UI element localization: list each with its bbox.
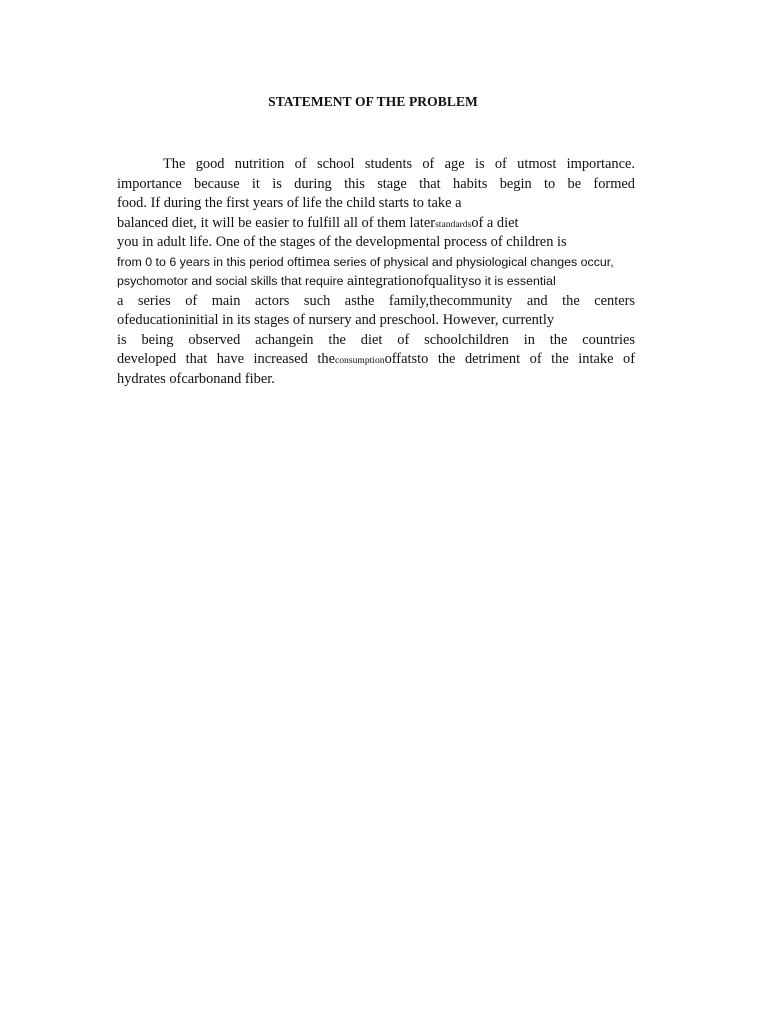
text-run-small: psychomotor and social skills that require a xyxy=(117,274,354,288)
text-line-3 xyxy=(117,194,635,214)
text-line-7 xyxy=(117,272,635,292)
text-run: fats xyxy=(396,351,418,367)
text-line-10 xyxy=(117,331,635,351)
document-title: STATEMENT OF THE PROBLEM xyxy=(268,94,478,109)
text-line-6 xyxy=(117,253,635,273)
text-run: of xyxy=(117,312,129,328)
text-run-small: standards xyxy=(435,218,472,230)
text-run-small: consumption xyxy=(334,355,385,366)
text-run: initial in its stages of nursery and preschool. However, currently xyxy=(184,312,555,328)
text-run: quality xyxy=(428,273,469,289)
text-run: a series of main actors such as xyxy=(117,292,357,309)
text-run: integration xyxy=(353,273,417,289)
text-run: of a diet xyxy=(471,214,519,231)
text-run: in the diet of schoolchildren in the countries xyxy=(302,331,635,348)
text-line-11 xyxy=(117,350,635,370)
document-body xyxy=(117,155,635,389)
text-run: a series of physical and physiological changes occur, xyxy=(323,254,614,269)
text-run: so it is essential xyxy=(468,274,556,288)
text-run: of xyxy=(416,273,429,289)
text-line-4 xyxy=(117,214,635,234)
text-run: you in adult life. One of the stages of the developmental process of children is xyxy=(117,234,567,250)
text-line-12 xyxy=(117,370,635,390)
text-line-2 xyxy=(117,175,635,195)
text-run: developed that have increased the xyxy=(117,351,335,367)
text-run: to the detriment of the intake of xyxy=(417,351,635,367)
text-run: food. If during the first years of life the child starts to take a xyxy=(117,195,462,211)
text-run: and fiber. xyxy=(220,370,275,387)
text-run: ,the xyxy=(425,292,447,309)
text-run: The good nutrition of school students of age is of utmost importance. xyxy=(163,156,635,172)
text-run: change xyxy=(261,331,303,348)
text-run: of xyxy=(384,351,397,367)
text-run: is being observed a xyxy=(117,331,262,348)
text-run: time xyxy=(297,253,324,270)
text-run-small: from 0 to 6 years in this period of xyxy=(117,254,298,269)
text-run: balanced diet, it will be easier to fulfill all of them later xyxy=(117,214,436,231)
text-run: education xyxy=(129,312,185,328)
text-line-5 xyxy=(117,233,635,253)
text-run: carbon xyxy=(181,370,221,387)
text-run: and the centers xyxy=(526,292,635,309)
text-run: the family xyxy=(356,292,426,309)
text-run: importance because it is during this stage that habits begin to be formed xyxy=(117,175,635,192)
text-line-8 xyxy=(117,292,635,312)
text-run: community xyxy=(446,292,513,309)
text-line-9 xyxy=(117,311,635,331)
text-line-1 xyxy=(117,155,635,175)
text-run: hydrates of xyxy=(117,370,182,387)
